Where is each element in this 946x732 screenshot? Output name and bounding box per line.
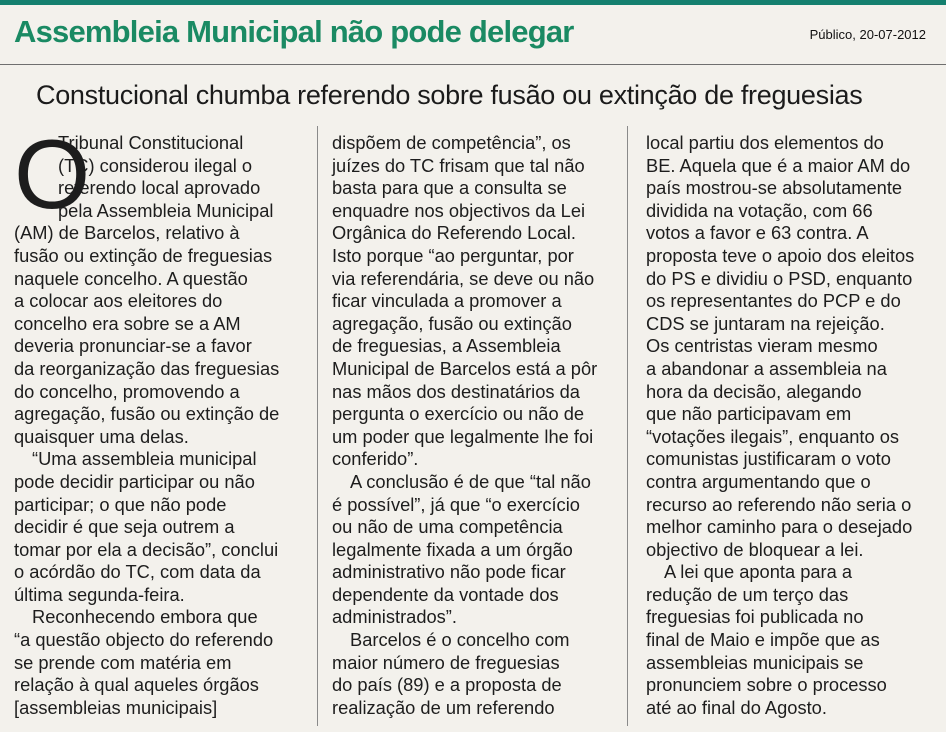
text-line: do PS e dividiu o PSD, enquanto [646, 267, 913, 289]
text-line: um poder que legalmente lhe foi [332, 425, 594, 447]
text-line: “Uma assembleia municipal [32, 448, 257, 470]
source-date: Público, 20-07-2012 [809, 27, 926, 42]
text-line: Isto porque “ao perguntar, por [332, 244, 574, 266]
text-line: conferido”. [332, 448, 419, 470]
text-line: o acórdão do TC, com data da [14, 561, 261, 583]
text-line: tomar por ela a decisão”, conclui [14, 538, 279, 560]
article-column-2 [332, 132, 622, 719]
text-line: decidir é que seja outrem a [14, 516, 235, 538]
text-line: CDS se juntaram na rejeição. [646, 312, 885, 334]
text-line: dispõem de competência”, os [332, 132, 571, 153]
text-line: realização de um referendo [332, 696, 555, 718]
text-line: via referendária, se deve ou não [332, 267, 595, 289]
text-line: dividida na votação, com 66 [646, 199, 873, 221]
text-line: participar; o que não pode [14, 493, 227, 515]
column-divider [317, 126, 318, 726]
text-line: ficar vinculada a promover a [332, 290, 562, 312]
text-line: agregação, fusão ou extinção de [14, 403, 280, 425]
text-line: “a questão objecto do referendo [14, 629, 274, 651]
subheadline: Constucional chumba referendo sobre fusão ou extinção de freguesias [36, 80, 863, 110]
text-line: fusão ou extinção de freguesias [14, 244, 273, 266]
text-line: (TC) considerou ilegal o [58, 154, 253, 176]
text-line: “votações ilegais”, enquanto os [646, 425, 900, 447]
text-line: de freguesias, a Assembleia [332, 335, 561, 357]
text-line: pergunta o exercício ou não de [332, 403, 585, 425]
text-line: da reorganização das freguesias [14, 357, 280, 379]
text-line: proposta teve o apoio dos eleitos [646, 244, 915, 266]
text-line: objectivo de bloquear a lei. [646, 538, 864, 560]
article-column-3 [646, 132, 936, 719]
text-line: Reconhecendo embora que [32, 606, 258, 628]
text-line: comunistas justificaram o voto [646, 448, 891, 470]
text-line: Barcelos é o concelho com [350, 629, 570, 651]
text-line: BE. Aquela que é a maior AM do [646, 154, 911, 176]
text-line: Orgânica do Referendo Local. [332, 222, 576, 244]
text-line: pela Assembleia Municipal [58, 199, 274, 221]
text-line: é possível”, já que “o exercício [332, 493, 580, 515]
text-line: administrativo não pode ficar [332, 561, 566, 583]
text-line: [assembleias municipais] [14, 696, 218, 718]
text-line: basta para que a consulta se [332, 177, 567, 199]
text-line: até ao final do Agosto. [646, 696, 827, 718]
text-line: maior número de freguesias [332, 651, 560, 673]
text-line: recurso ao referendo não seria o [646, 493, 912, 515]
text-line: última segunda-feira. [14, 583, 185, 605]
text-line: contra argumentando que o [646, 470, 871, 492]
text-line: do país (89) e a proposta de [332, 674, 562, 696]
text-line: melhor caminho para o desejado [646, 516, 913, 538]
text-line: local partiu dos elementos do [646, 132, 884, 153]
text-line: A lei que aponta para a [664, 561, 853, 583]
text-line: do concelho, promovendo a [14, 380, 240, 402]
text-line: administrados”. [332, 606, 457, 628]
text-line: Municipal de Barcelos está a pôr [332, 357, 598, 379]
article-column-1 [14, 132, 304, 719]
text-line: naquele concelho. A questão [14, 267, 248, 289]
text-line: que não participavam em [646, 403, 852, 425]
headline-divider [0, 64, 946, 65]
text-line: quaisquer uma delas. [14, 425, 189, 447]
text-line: pronunciem sobre o processo [646, 674, 887, 696]
text-line: ou não de uma competência [332, 516, 563, 538]
text-line: Os centristas vieram mesmo [646, 335, 878, 357]
text-line: hora da decisão, alegando [646, 380, 862, 402]
text-line: assembleias municipais se [646, 651, 864, 673]
text-line: relação à qual aqueles órgãos [14, 674, 259, 696]
text-line: deveria pronunciar-se a favor [14, 335, 252, 357]
text-line: dependente da vontade dos [332, 583, 559, 605]
text-line: enquadre nos objectivos da Lei [332, 199, 586, 221]
text-line: legalmente fixada a um órgão [332, 538, 573, 560]
text-line: nas mãos dos destinatários da [332, 380, 580, 402]
top-color-rule [0, 0, 946, 5]
text-line: Tribunal Constitucional [58, 132, 244, 153]
text-line: país mostrou-se absolutamente [646, 177, 903, 199]
text-line: (AM) de Barcelos, relativo à [14, 222, 240, 244]
text-line: final de Maio e impõe que as [646, 629, 880, 651]
text-line: os representantes do PCP e do [646, 290, 901, 312]
text-line: freguesias foi publicada no [646, 606, 864, 628]
text-line: A conclusão é de que “tal não [350, 470, 591, 492]
text-line: pode decidir participar ou não [14, 470, 255, 492]
text-line: agregação, fusão ou extinção [332, 312, 572, 334]
text-line: redução de um terço das [646, 583, 849, 605]
drop-cap: O [14, 119, 91, 229]
text-line: concelho era sobre se a AM [14, 312, 241, 334]
text-line: referendo local aprovado [58, 177, 261, 199]
text-line: votos a favor e 63 contra. A [646, 222, 869, 244]
column-divider [627, 126, 628, 726]
text-line: juízes do TC frisam que tal não [332, 154, 585, 176]
text-line: a abandonar a assembleia na [646, 357, 887, 379]
text-line: a colocar aos eleitores do [14, 290, 223, 312]
headline: Assembleia Municipal não pode delegar [14, 14, 574, 49]
text-line: se prende com matéria em [14, 651, 232, 673]
